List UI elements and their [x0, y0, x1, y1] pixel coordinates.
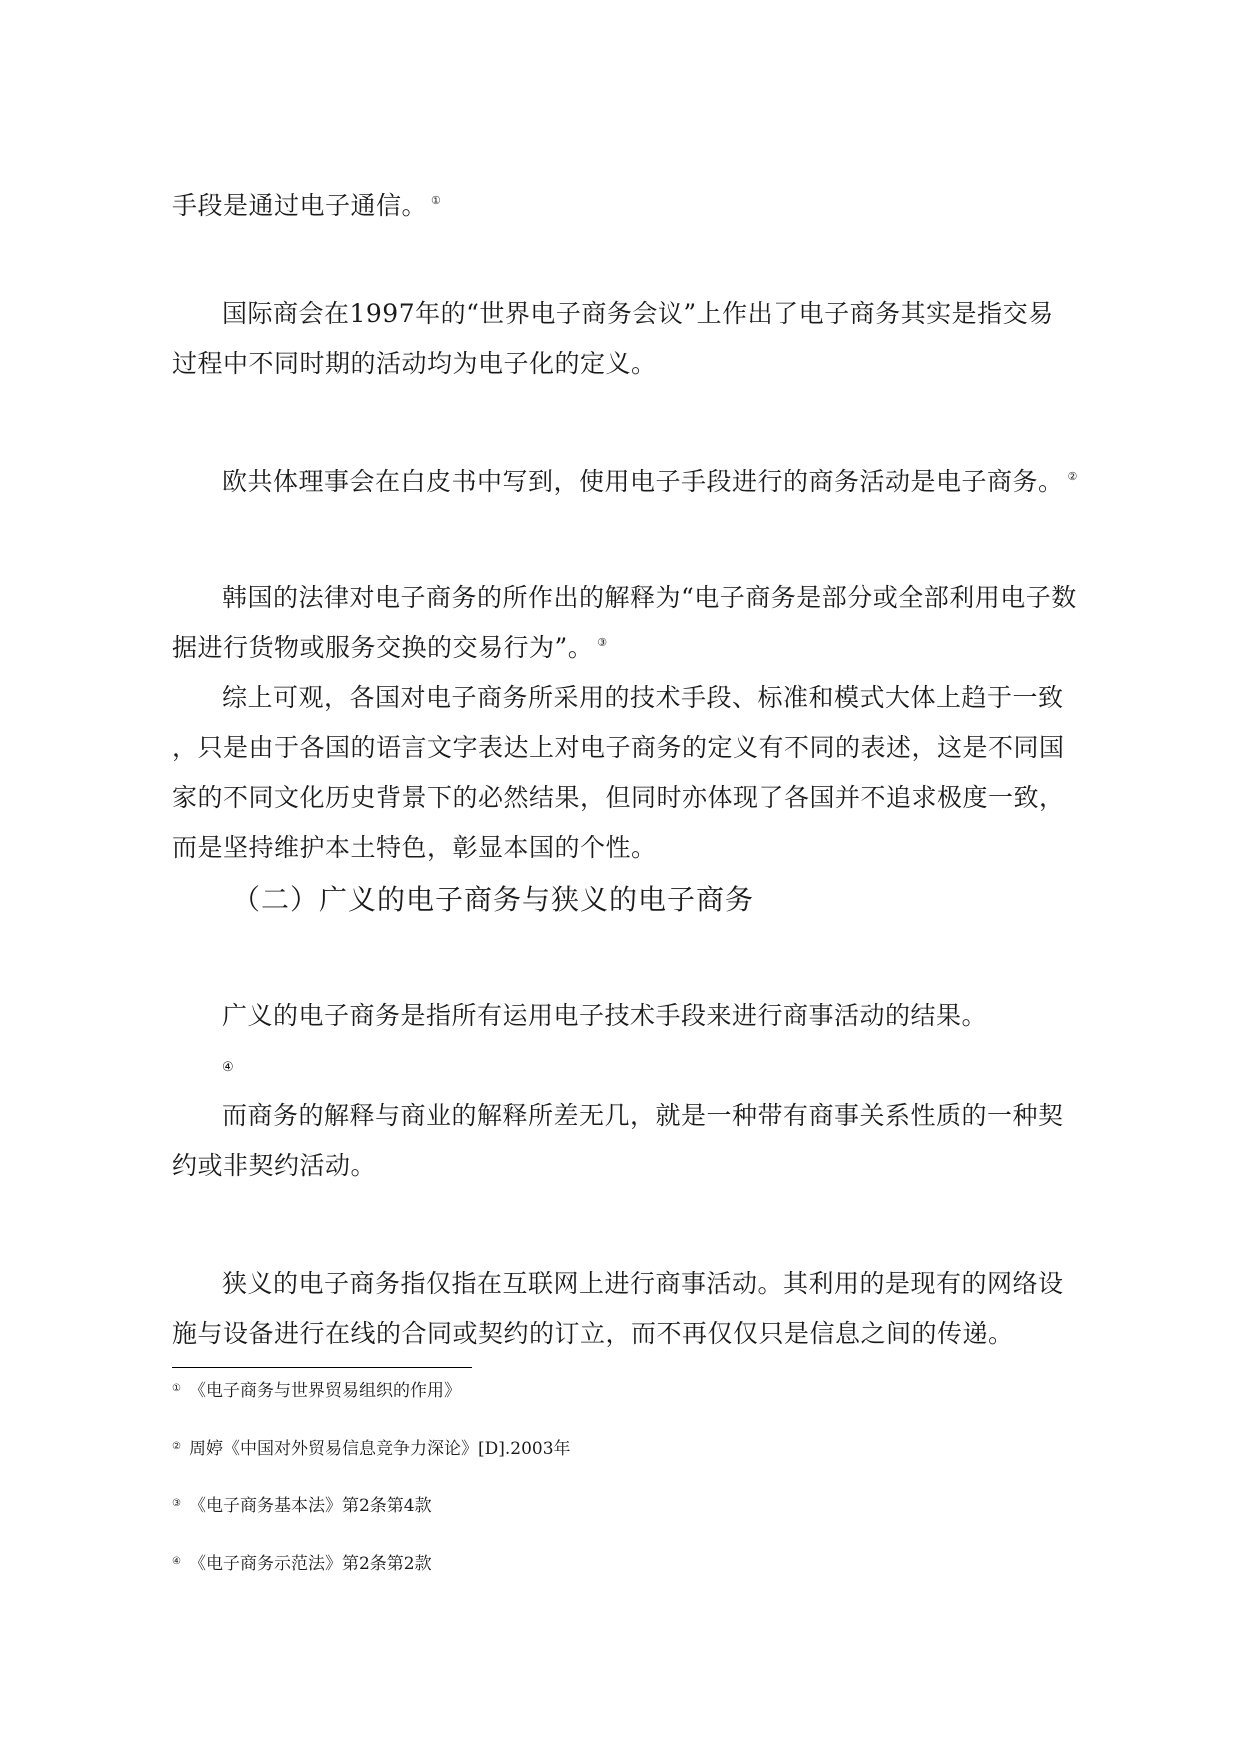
paragraph-1-line-1: 手段是通过电子通信。 ① — [172, 191, 442, 220]
footnote-separator — [172, 1367, 472, 1368]
section-heading: （二）广义的电子商务与狭义的电子商务 — [232, 883, 755, 916]
paragraph-2-line-2: 过程中不同时期的活动均为电子化的定义。 — [172, 349, 657, 378]
paragraph-7-line-1: 而商务的解释与商业的解释所差无几，就是一种带有商事关系性质的一种契 — [222, 1101, 1064, 1130]
paragraph-5-line-1: 综上可观，各国对电子商务所采用的技术手段、标准和模式大体上趋于一致 — [222, 683, 1064, 712]
footnote-3: ③ 《电子商务基本法》第2条第4款 — [172, 1496, 432, 1516]
paragraph-6-line-1: 广义的电子商务是指所有运用电子技术手段来进行商事活动的结果。 — [222, 1001, 988, 1030]
paragraph-5-line-3: 家的不同文化历史背景下的必然结果，但同时亦体现了各国并不追求极度一致， — [172, 783, 1065, 812]
footnote-4: ④ 《电子商务示范法》第2条第2款 — [172, 1554, 432, 1574]
paragraph-8-line-1: 狭义的电子商务指仅指在互联网上进行商事活动。其利用的是现有的网络设 — [222, 1269, 1064, 1298]
paragraph-3-line-1: 欧共体理事会在白皮书中写到，使用电子手段进行的商务活动是电子商务。 ② — [222, 467, 1078, 496]
paragraph-4-line-2: 据进行货物或服务交换的交易行为”。 ③ — [172, 633, 608, 662]
footnote-ref: ④ — [222, 1060, 235, 1075]
paragraph-7-line-2: 约或非契约活动。 — [172, 1151, 377, 1180]
footnote-2: ② 周婷《中国对外贸易信息竞争力深论》[D].2003年 — [172, 1439, 571, 1459]
paragraph-5-line-4: 而是坚持维护本土特色，彰显本国的个性。 — [172, 833, 657, 862]
paragraph-6-footnote-ref — [222, 1048, 234, 1077]
footnote-ref: ③ — [597, 636, 608, 649]
footnote-ref: ② — [1067, 470, 1078, 483]
paragraph-2-line-1: 国际商会在1997年的“世界电子商务会议”上作出了电子商务其实是指交易 — [222, 299, 1054, 328]
paragraph-5-line-2: ，只是由于各国的语言文字表达上对电子商务的定义有不同的表述，这是不同国 — [172, 733, 1065, 762]
paragraph-8-line-2: 施与设备进行在线的合同或契约的订立，而不再仅仅只是信息之间的传递。 — [172, 1319, 1014, 1348]
paragraph-4-line-1: 韩国的法律对电子商务的所作出的解释为“电子商务是部分或全部利用电子数 — [222, 583, 1077, 612]
footnote-ref: ① — [431, 194, 442, 207]
footnote-1: ① 《电子商务与世界贸易组织的作用》 — [172, 1381, 461, 1401]
